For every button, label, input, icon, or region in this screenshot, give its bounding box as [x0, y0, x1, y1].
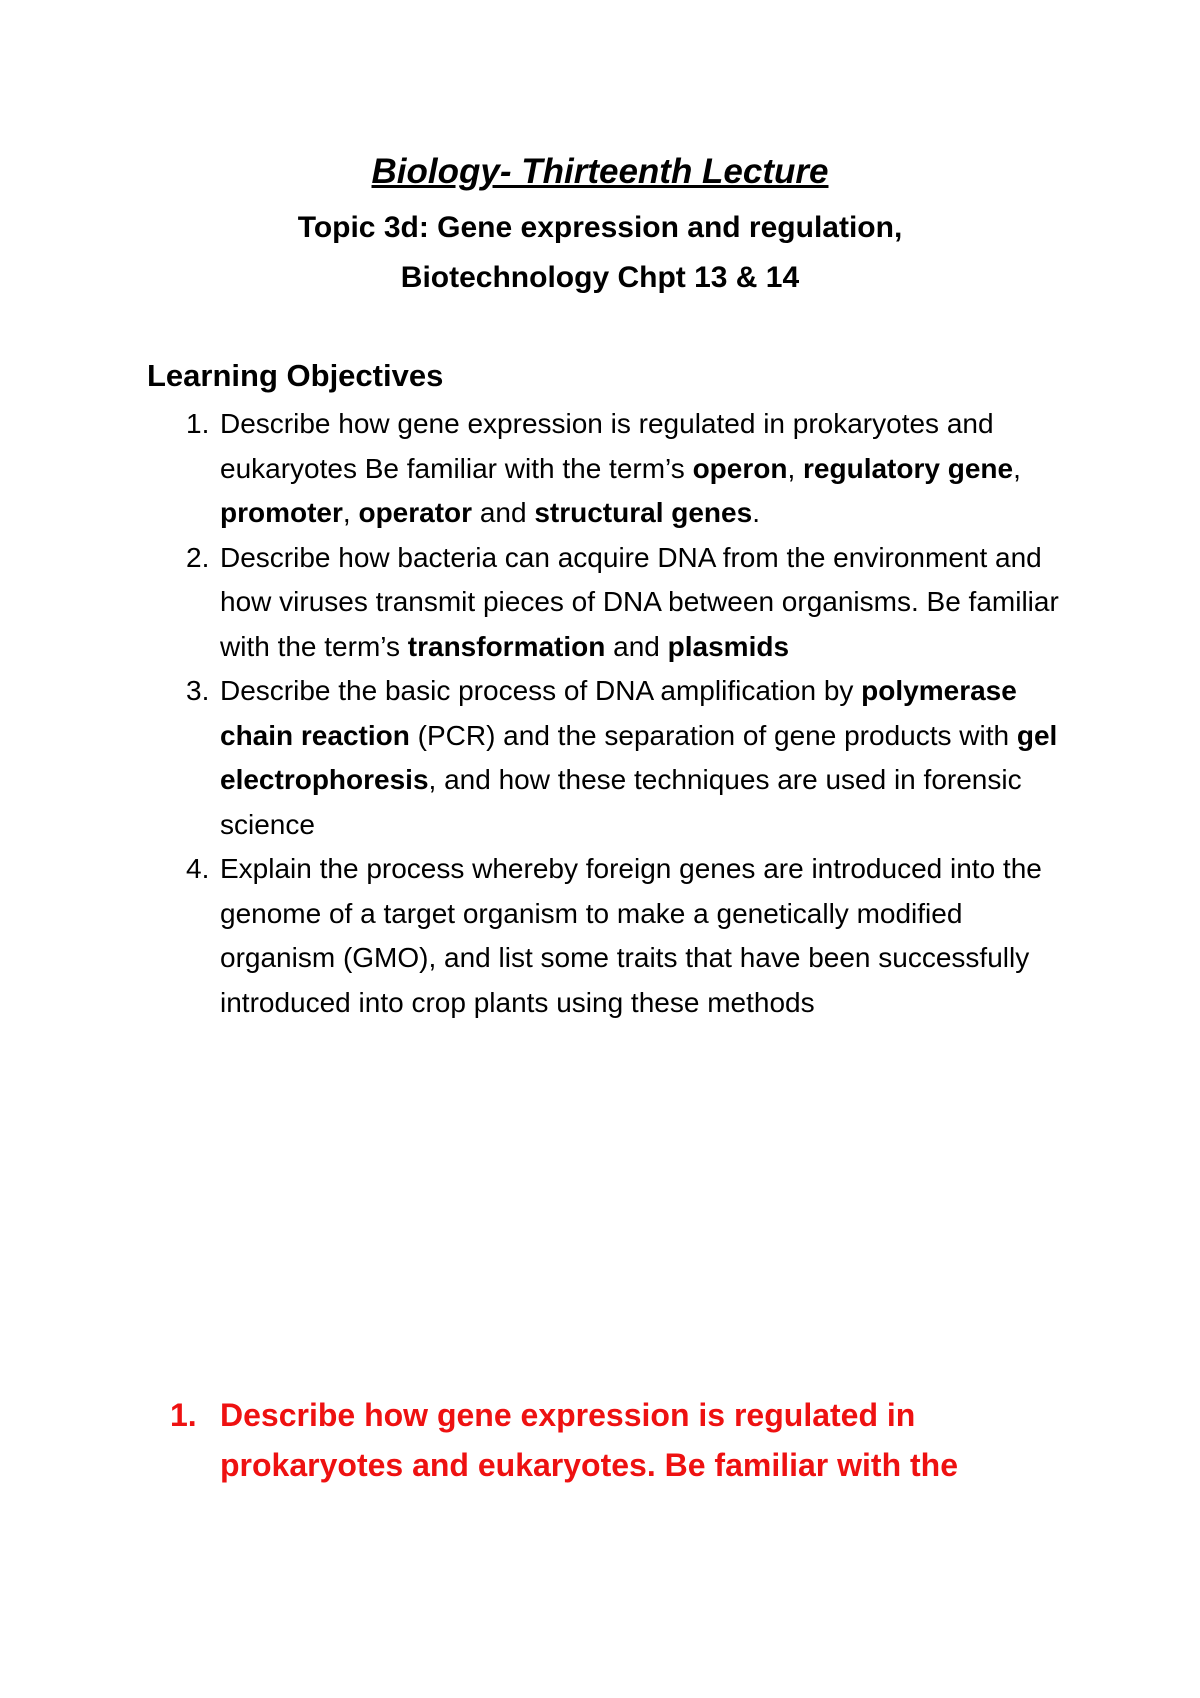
- text-run: , and how these techniques are used in forensic science: [220, 764, 1022, 840]
- text-run: Explain the process whereby foreign genes are introduced into the genome of a target organism to make a genetically modified organism (GMO), and list some traits that have been successfully introduced into crop plants using these methods: [220, 853, 1042, 1018]
- text-run: Describe the basic process of DNA amplification by: [220, 675, 862, 706]
- section-1-number: 1.: [170, 1397, 197, 1433]
- objective-text: [220, 675, 1057, 840]
- bold-term: transformation: [407, 630, 606, 662]
- bold-term: promoter: [220, 497, 343, 528]
- objective-item: [150, 536, 1060, 670]
- text-run: .: [752, 497, 760, 528]
- bold-term: operator: [358, 497, 473, 528]
- lecture-title: Biology- Thirteenth Lecture: [371, 152, 829, 191]
- objective-number: 1.: [186, 408, 210, 439]
- objective-text: [220, 408, 1021, 528]
- objective-number: 4.: [186, 853, 210, 884]
- bold-term: structural genes: [534, 497, 753, 528]
- text-run: (PCR) and the separation of gene products with: [409, 719, 1017, 751]
- bold-term: operon: [692, 452, 788, 484]
- text-run: Describe how gene expression is regulated in prokaryotes and eukaryotes Be familiar with the term’s: [220, 408, 994, 484]
- text-run: and: [472, 497, 535, 528]
- topic-line-1: Topic 3d: Gene expression and regulation,: [297, 211, 903, 244]
- text-run: and: [605, 630, 668, 662]
- section-1-heading: [170, 1390, 1070, 1490]
- text-run: ,: [1013, 452, 1021, 484]
- objective-item: [150, 847, 1060, 1025]
- bold-term: plasmids: [667, 630, 790, 662]
- learning-objectives-heading: Learning Objectives: [147, 358, 444, 393]
- objective-number: 3.: [186, 675, 210, 706]
- topic-line-2: Biotechnology Chpt 13 & 14: [400, 261, 800, 294]
- bold-term: polymerase chain reaction: [220, 675, 1017, 751]
- objective-text: [220, 853, 1042, 1018]
- bold-term: regulatory gene: [803, 452, 1014, 484]
- text-run: ,: [342, 497, 359, 528]
- section-1-text: Describe how gene expression is regulated in prokaryotes and eukaryotes. Be familiar with the: [220, 1397, 959, 1483]
- objective-item: [150, 669, 1060, 847]
- bold-term: gel electrophoresis: [220, 719, 1058, 795]
- objective-item: [150, 402, 1060, 536]
- objective-number: 2.: [186, 541, 210, 573]
- text-run: Describe how bacteria can acquire DNA from the environment and how viruses transmit pieces of DNA between organisms. Be familiar with the term’s: [220, 541, 1059, 662]
- text-run: ,: [787, 452, 804, 484]
- learning-objectives-list: [150, 402, 1060, 1025]
- objective-text: [220, 542, 1059, 662]
